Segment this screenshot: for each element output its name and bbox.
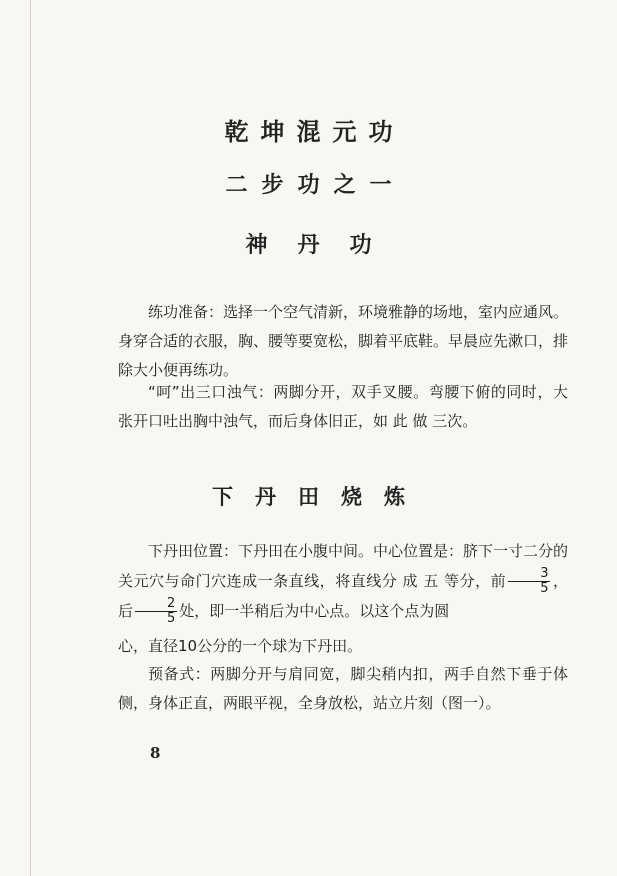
sub-title: 二步功之一 [225,172,406,198]
fraction-front [508,567,550,596]
dantian-text-b: ，后 [118,572,568,620]
paragraph-dantian-location [118,536,568,626]
section-title-dantian: 下丹田烧炼 [212,484,427,509]
fraction-back [135,597,177,626]
dantian-text-a: 下丹田位置：下丹田在小腹中间。中心位置是：脐下一寸二分的关元穴与命门穴连成一条直线，将直线分 成 五 等分，前 [118,542,569,590]
paragraph-preparatory-stance: 预备式：两脚分开与肩同宽，脚尖稍内扣，两手自然下垂于体侧，身体正直，两眼平视，全身放松，站立片刻（图一）。 [118,665,568,712]
fraction-front-denominator: 5 [540,581,549,596]
paragraph-exhale: “呵”出三口浊气：两脚分开，双手叉腰。弯腰下俯的同时，大张开口吐出胸中浊气，而后身体旧正，如 此 做 三次。 [118,383,568,430]
paragraph-preparation: 练功准备：选择一个空气清新，环境雅静的场地，室内应通风。身穿合适的衣服，胸、腰等要宽松，脚着平底鞋。早晨应先漱口，排除大小便再练功。 [118,303,569,379]
main-title: 乾坤混元功 [224,117,405,146]
dantian-text-c: 处，即一半稍后为中心点。以这个点为圆 [179,602,450,620]
fraction-back-denominator: 5 [167,611,176,626]
fraction-front-numerator: 3 [508,567,550,582]
fraction-back-numerator: 2 [135,597,177,612]
section-title-shendan: 神丹功 [245,232,402,258]
page-number: 8 [150,744,161,762]
paragraph-dantian-continued: 心，直径10公分的一个球为下丹田。 [118,637,363,655]
